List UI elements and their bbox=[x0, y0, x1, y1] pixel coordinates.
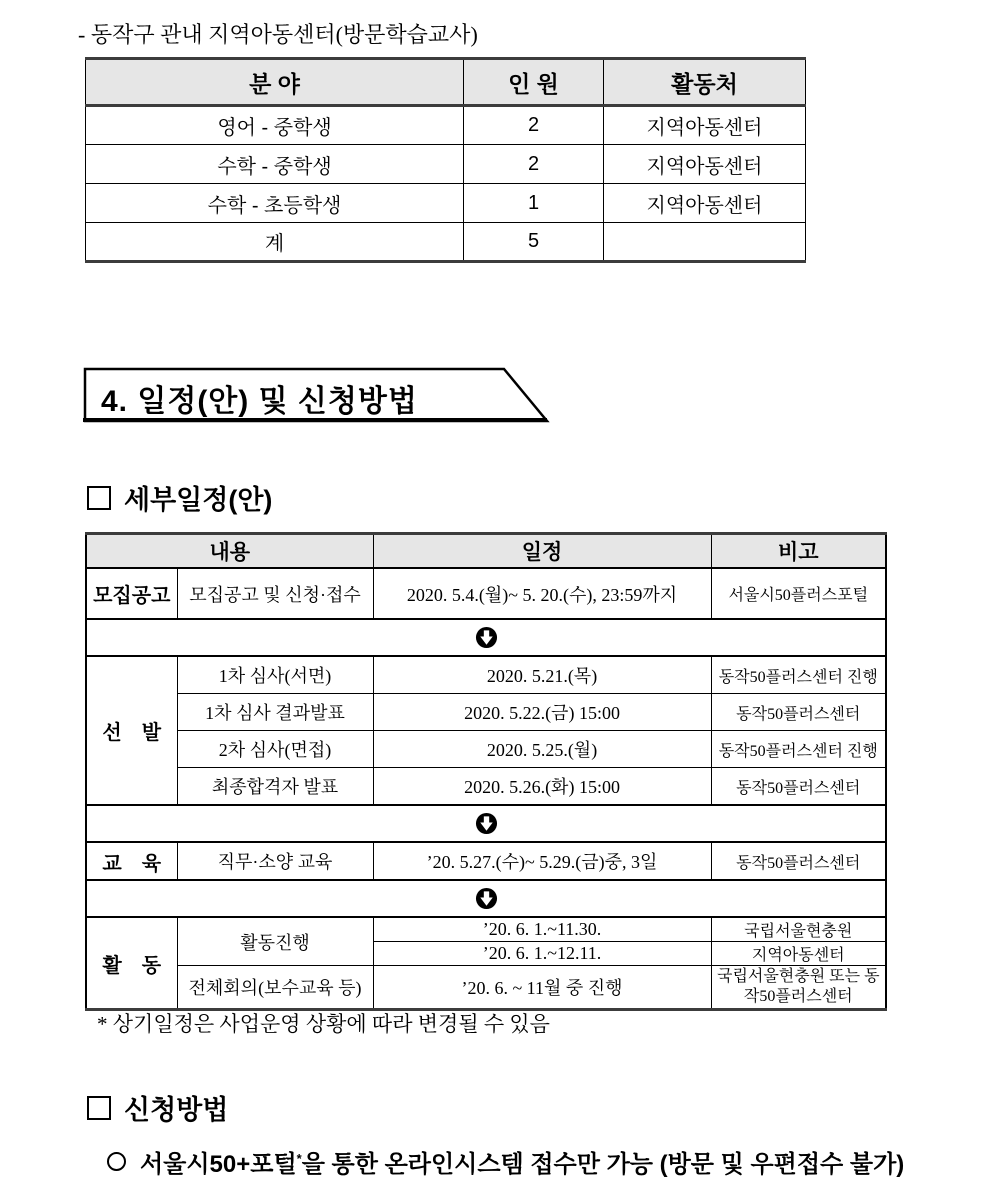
note-cell: 동작50플러스센터 bbox=[711, 768, 886, 806]
schedule-cell: ’20. 6. 1.~11.30. bbox=[373, 917, 711, 942]
banner-title: 4. 일정(안) 및 신청방법 bbox=[101, 385, 418, 418]
arrow-cell bbox=[86, 619, 886, 656]
content-cell: 모집공고 및 신청·접수 bbox=[177, 568, 373, 619]
arrow-row bbox=[86, 805, 886, 842]
group-cell-selection: 선 발 bbox=[86, 656, 177, 805]
header-count: 인 원 bbox=[464, 59, 604, 106]
content-cell: 전체회의(보수교육 등) bbox=[177, 966, 373, 1010]
arrow-cell bbox=[86, 805, 886, 842]
circle-bullet-icon bbox=[107, 1152, 126, 1171]
schedule-table bbox=[85, 532, 887, 1011]
schedule-note: * 상기일정은 사업운영 상황에 따라 변경될 수 있음 bbox=[97, 1012, 550, 1036]
count-cell: 2 bbox=[464, 106, 604, 145]
note-cell: 동작50플러스센터 진행 bbox=[711, 731, 886, 768]
content-cell: 1차 심사 결과발표 bbox=[177, 694, 373, 731]
note-cell: 동작50플러스센터 bbox=[711, 694, 886, 731]
field-cell: 수학 - 중학생 bbox=[86, 145, 464, 184]
subsection-apply-label: 신청방법 bbox=[124, 1095, 229, 1125]
note-cell: 동작50플러스센터 진행 bbox=[711, 656, 886, 694]
group-cell-recruit: 모집공고 bbox=[86, 568, 177, 619]
down-arrow-icon bbox=[475, 812, 498, 835]
group-cell-activity: 활 동 bbox=[86, 917, 177, 1010]
down-arrow-icon bbox=[475, 887, 498, 910]
content-cell: 1차 심사(서면) bbox=[177, 656, 373, 694]
schedule-cell: 2020. 5.26.(화) 15:00 bbox=[373, 768, 711, 806]
table-row bbox=[86, 568, 886, 619]
content-cell: 활동진행 bbox=[177, 917, 373, 966]
schedule-cell: 2020. 5.25.(월) bbox=[373, 731, 711, 768]
intro-title: - 동작구 관내 지역아동센터(방문학습교사) bbox=[78, 22, 478, 47]
schedule-cell: 2020. 5.22.(금) 15:00 bbox=[373, 694, 711, 731]
count-cell: 5 bbox=[464, 223, 604, 262]
field-cell: 계 bbox=[86, 223, 464, 262]
place-cell: 지역아동센터 bbox=[604, 184, 806, 223]
note-cell: 국립서울현충원 bbox=[711, 917, 886, 942]
square-bullet-icon bbox=[87, 486, 111, 510]
schedule-table-header-row bbox=[86, 534, 886, 569]
schedule-cell: ’20. 6. 1.~12.11. bbox=[373, 942, 711, 966]
apply-method-line bbox=[107, 1144, 904, 1179]
place-cell bbox=[604, 223, 806, 262]
table-row bbox=[86, 842, 886, 880]
schedule-cell: ’20. 6. ~ 11월 중 진행 bbox=[373, 966, 711, 1010]
schedule-cell: 2020. 5.4.(월)~ 5. 20.(수), 23:59까지 bbox=[373, 568, 711, 619]
table-row bbox=[86, 917, 886, 942]
header-field: 분 야 bbox=[86, 59, 464, 106]
schedule-cell: ’20. 5.27.(수)~ 5.29.(금)중, 3일 bbox=[373, 842, 711, 880]
table-row bbox=[86, 768, 886, 806]
content-cell: 직무·소양 교육 bbox=[177, 842, 373, 880]
arrow-row bbox=[86, 880, 886, 917]
portal-footnote-marker: * bbox=[296, 1151, 302, 1166]
table-row bbox=[86, 145, 806, 184]
apply-text-suffix: 을 통한 온라인시스템 접수만 가능 (방문 및 우편접수 불가) bbox=[301, 1151, 905, 1178]
apply-text bbox=[140, 1144, 904, 1179]
note-cell: 국립서울현충원 또는 동작50플러스센터 bbox=[711, 966, 886, 1010]
arrow-row bbox=[86, 619, 886, 656]
schedule-cell: 2020. 5.21.(목) bbox=[373, 656, 711, 694]
table-row bbox=[86, 656, 886, 694]
recruit-table bbox=[85, 57, 806, 263]
header-note: 비고 bbox=[711, 534, 886, 569]
content-cell: 2차 심사(면접) bbox=[177, 731, 373, 768]
content-cell: 최종합격자 발표 bbox=[177, 768, 373, 806]
arrow-cell bbox=[86, 880, 886, 917]
subsection-schedule-label: 세부일정(안) bbox=[124, 485, 273, 515]
count-cell: 1 bbox=[464, 184, 604, 223]
subsection-schedule-heading bbox=[87, 478, 272, 517]
group-cell-education: 교 육 bbox=[86, 842, 177, 880]
field-cell: 수학 - 초등학생 bbox=[86, 184, 464, 223]
table-total-row bbox=[86, 223, 806, 262]
count-cell: 2 bbox=[464, 145, 604, 184]
square-bullet-icon bbox=[87, 1096, 111, 1120]
header-schedule: 일정 bbox=[373, 534, 711, 569]
down-arrow-icon bbox=[475, 626, 498, 649]
section-banner bbox=[83, 366, 553, 426]
table-row bbox=[86, 184, 806, 223]
recruit-table-header-row bbox=[86, 59, 806, 106]
table-row bbox=[86, 731, 886, 768]
table-row bbox=[86, 694, 886, 731]
table-row bbox=[86, 966, 886, 1010]
place-cell: 지역아동센터 bbox=[604, 145, 806, 184]
field-cell: 영어 - 중학생 bbox=[86, 106, 464, 145]
subsection-apply-heading bbox=[87, 1088, 228, 1127]
table-row bbox=[86, 106, 806, 145]
header-content: 내용 bbox=[86, 534, 373, 569]
place-cell: 지역아동센터 bbox=[604, 106, 806, 145]
note-cell: 지역아동센터 bbox=[711, 942, 886, 966]
apply-text-prefix: 서울시50+포털 bbox=[140, 1151, 297, 1178]
note-cell: 서울시50플러스포털 bbox=[711, 568, 886, 619]
note-cell: 동작50플러스센터 bbox=[711, 842, 886, 880]
header-place: 활동처 bbox=[604, 59, 806, 106]
